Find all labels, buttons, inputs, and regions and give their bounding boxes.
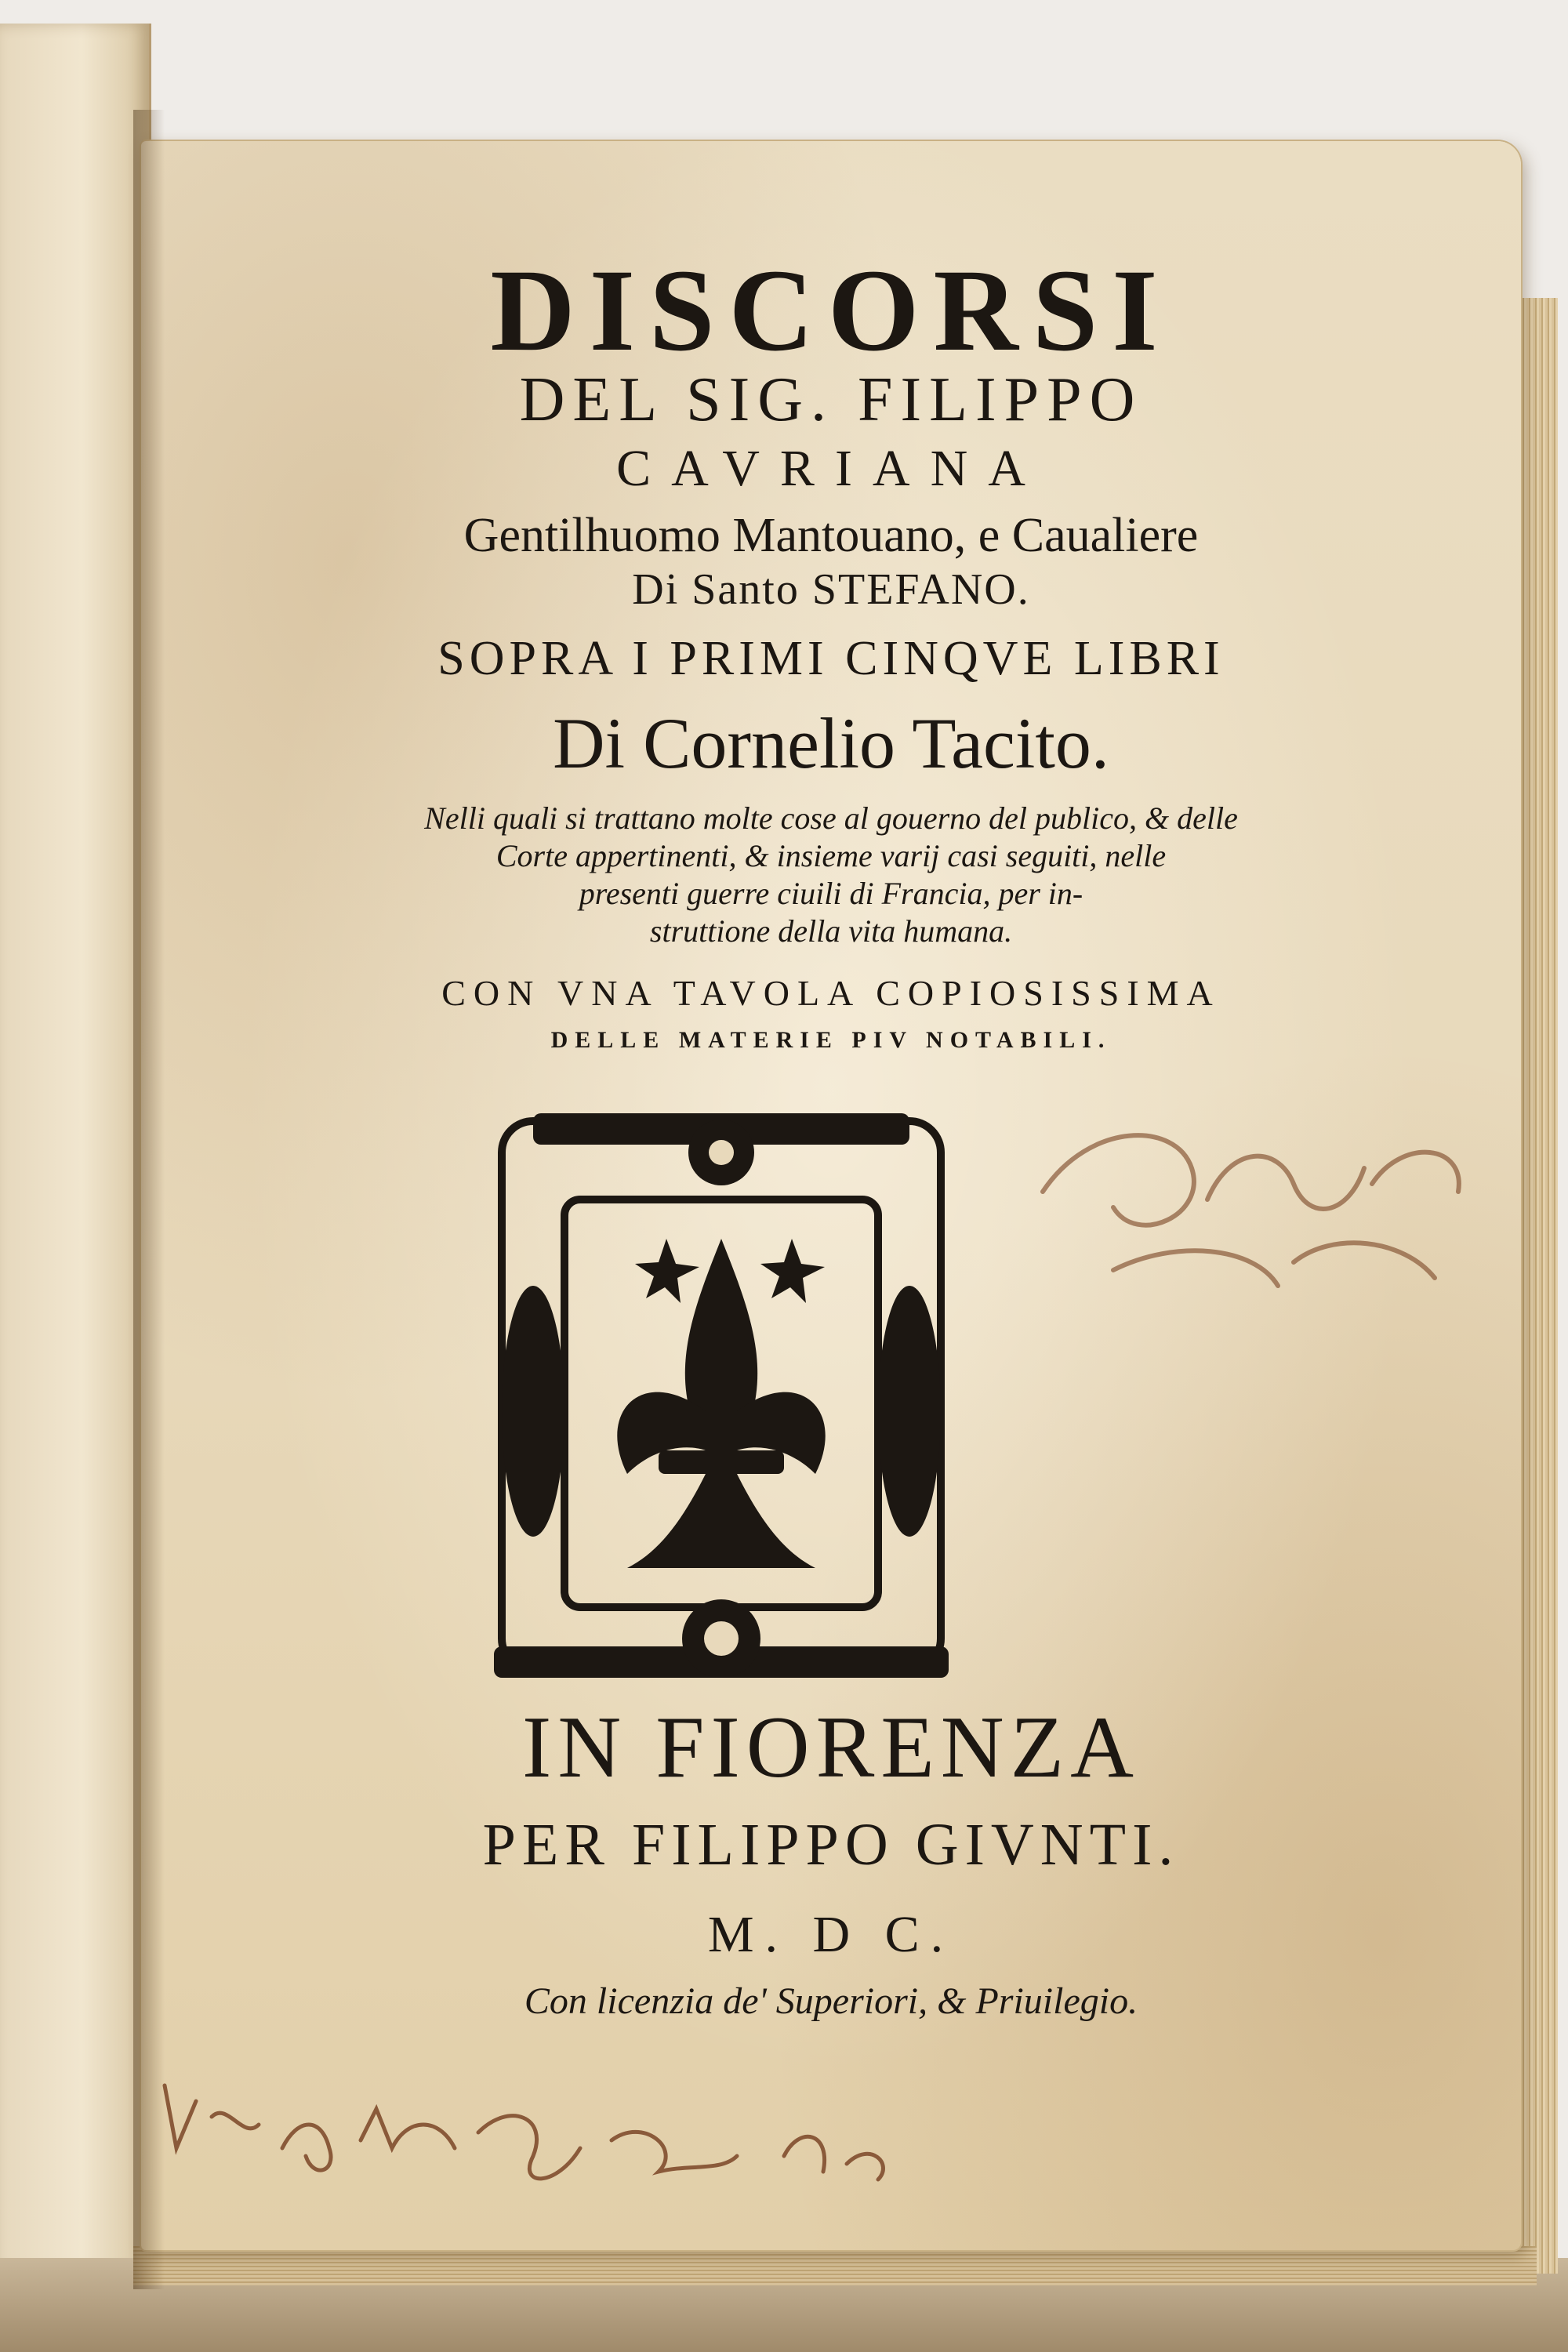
title-page (141, 141, 1521, 2250)
author-order-line: Di Santo STEFANO. (632, 565, 1030, 614)
gutter-shadow (133, 110, 165, 2289)
index-line: CON VNA TAVOLA COPIOSISSIMA (441, 973, 1221, 1013)
subject-line: SOPRA I PRIMI CINQVE LIBRI (437, 632, 1225, 685)
manuscript-signature-icon (996, 1074, 1497, 1333)
author-line: DEL SIG. FILIPPO (519, 365, 1143, 434)
imprint-printer: PER FILIPPO GIVNTI. (482, 1812, 1180, 1878)
fleur-de-lis-woodcut-icon (470, 1082, 972, 1709)
index-subline: DELLE MATERIE PIV NOTABILI. (550, 1027, 1112, 1053)
subject-author-line: Di Cornelio Tacito. (553, 703, 1109, 783)
manuscript-note-icon (141, 2054, 964, 2258)
book-title: DISCORSI (490, 245, 1172, 376)
author-surname: CAVRIANA (616, 440, 1046, 497)
description-line: presenti guerre ciuili di Francia, per in- (579, 876, 1083, 911)
description-paragraph (141, 800, 1521, 950)
description-line: struttione della vita humana. (649, 913, 1013, 949)
description-line: Corte appertinenti, & insieme varij casi seguiti, nelle (495, 838, 1167, 873)
license-line: Con licenzia de' Superiori, & Priuilegio. (524, 1980, 1138, 2022)
imprint-city: IN FIORENZA (522, 1699, 1140, 1796)
author-title-line: Gentilhuomo Mantouano, e Caualiere (463, 509, 1199, 562)
left-page-edge (0, 24, 151, 2313)
imprint-year: M. D C. (707, 1906, 955, 1963)
description-line: Nelli quali si trattano molte cose al gouerno del publico, & delle (424, 800, 1238, 836)
